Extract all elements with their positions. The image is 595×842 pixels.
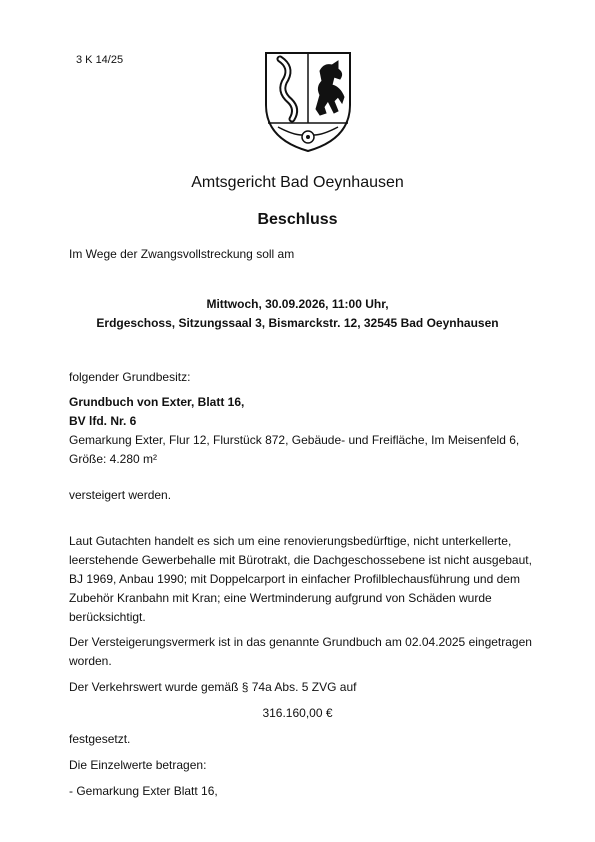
set-text: festgesetzt. [69,732,131,746]
court-name: Amtsgericht Bad Oeynhausen [191,174,404,191]
nrw-coat-of-arms-icon [258,47,358,155]
parcel-description: Gemarkung Exter, Flur 12, Flurstück 872, Gebäude- und Freifläche, Im Meisenfeld 6, Größe: 4.280 m² [69,433,520,466]
expert-report: Laut Gutachten handelt es sich um eine renovierungsbedürftige, nicht unterkellerte, leerstehende Gewerbehalle mit Bürotrakt, die Dachgeschossebene ist nicht ausgebaut, BJ 1969, Anbau 1990; mit Doppelcarport in einfacher Profilblechausführung und dem Zubehör Kranbahn mit Kran; eine Wertminderung aufgrund von Schäden wurde berücksichtigt. [69,534,532,624]
intro-text: Im Wege der Zwangsvollstreckung soll am [69,247,295,261]
list-item: - Gemarkung Exter Blatt 16, [69,784,218,798]
auction-date: Mittwoch, 30.09.2026, 11:00 Uhr, [206,297,389,311]
grundbuch-ref: Grundbuch von Exter, Blatt 16, [69,395,245,409]
case-number: 3 K 14/25 [76,54,124,66]
auction-place: Erdgeschoss, Sitzungssaal 3, Bismarckstr. 12, 32545 Bad Oeynhausen [96,316,499,330]
registration-note: Der Versteigerungsvermerk ist in das genannte Grundbuch am 02.04.2025 eingetragen worden. [69,635,532,668]
market-value-amount: 316.160,00 € [262,706,333,720]
individual-values-heading: Die Einzelwerte betragen: [69,758,207,772]
property-lead: folgender Grundbesitz: [69,370,191,384]
bv-number: BV lfd. Nr. 6 [69,414,137,428]
decision-title: Beschluss [257,211,338,228]
sold-text: versteigert werden. [69,488,172,502]
market-value-text: Der Verkehrswert wurde gemäß § 74a Abs. 5 ZVG auf [69,680,357,694]
